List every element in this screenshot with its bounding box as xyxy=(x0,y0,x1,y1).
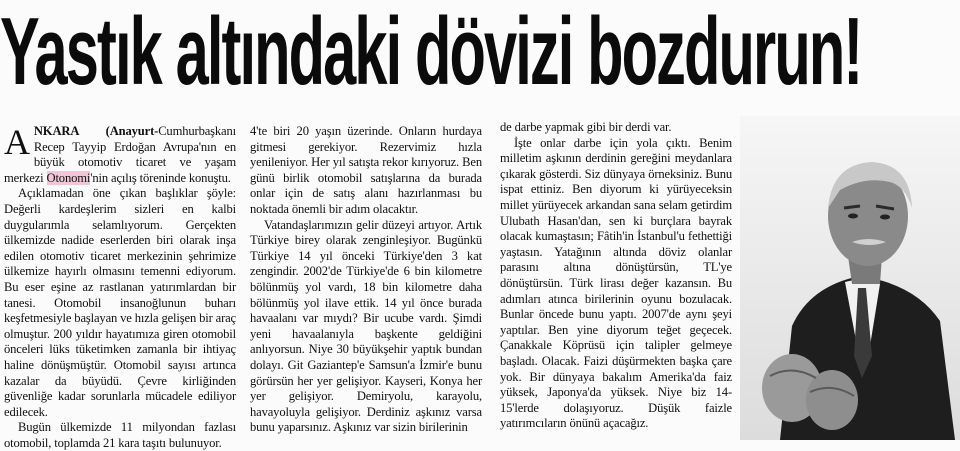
paragraph-text: 'nin açılış töreninde konuştu. xyxy=(90,170,231,185)
article-column-1 xyxy=(4,122,236,450)
headline: Yastık altındaki dövizi bozdurun! xyxy=(0,0,862,105)
paragraph-text: Cumhurbaşkanı Recep Tayyip Erdoğan Avrupa'nın en büyük otomotiv ticaret ve yaşam merkezi xyxy=(4,124,236,185)
paragraph: Açıklamadan öne çıkan başlıklar şöyle: Değerli kardeşlerim sizleri en kalbi duygularımla selamlıyorum. Gerçekten ülkemizde nadide eserlerden biri olarak inşa edilen otomotiv ticaret merkezinin şehrimize ülkemize hayırlı olmasını temenni ediyorum. Bu eser eşine az rastlanan yatırımlardan bir tanesi. Otomobil insanoğlunun buharı keşfetmesiyle başlayan ve hızla gelişen bir araç olmuştur. 200 yıldır hayatımıza giren otomobil önceleri lüks tüketimken zamanla bir ihtiyaç haline dönüşmüştür. Otomobil sayısı artınca kazalar da büyüdü. Çevre kirliğinden güvenliğe kadar sorunlarla mücadele ediliyor edilecek. xyxy=(4,186,236,419)
drop-cap: A xyxy=(4,122,30,162)
paragraph: de darbe yapmak gibi bir derdi var. xyxy=(500,120,672,134)
portrait-photo xyxy=(740,116,960,440)
paragraph: İşte onlar darbe için yola çıktı. Benim milletim aşkının derdinin gereğini meydanlara çıkarak gösterdi. Siz dünyaya örneksiniz. Bunu ispat ettiniz. Ben diyorum ki yürüyeceksin millet yürüyecek arkandan sana selam getirdim Ulubath Hasan'dan, sen ki burçlara bayrak olacak kumaştasın; Fâtih'in İstanbul'u fethettiği yaştasın. Yatağının altında döviz olanlar parasını altına dönüştürsün, TL'ye dönüştürsün. Türk lirası değer kazansın. Bu adımları atınca birilerinin oyunu bozulacak. Bunlar öncede bunu yaptı. 2007'de aynı şeyi yaptılar. Ben yine diyorum teğet geçecek. Çanakkale Köprüsü için talipler gelmeye başladı. Olacak. Faizi düşürmekten başka çare yok. Bir dünyaya bakalım Amerika'da faiz yüksek, Japonya'da yüksek. Niye biz 14-15'lerde dolaşıyoruz. Düşük faizle yatırımcıların önünü açacağız. xyxy=(500,135,732,431)
portrait-illustration xyxy=(740,116,960,440)
paragraph: 4'te biri 20 yaşın üzerinde. Onların hurdaya gitmesi gerekiyor. Rezervimiz hızla yenileniyor. Her yıl satışta rekor kırıyoruz. Ben günü birlik otomobil satışlarına da burada onlar için de satış alanı hazırlanması bu noktada önemli bir adım olacaktır. xyxy=(250,124,482,216)
paragraph: Vatandaşlarımızın gelir düzeyi artıyor. Artık Türkiye birey olarak zenginleşiyor. Bugünkü Türkiye 14 yıl önceki Türkiye'den 3 kat zengindir. 2002'de Türkiye'de 6 bin kilometre bölünmüş yol vardı, 18 bin kilometre daha bölünmüş yol ilave ettik. 14 yıl önce burada havaalanı var mıydı? Bir ucube vardı. Şimdi yeni havaalanıyla başkente geldiğini anlıyorsun. Niye 30 büyükşehir yaptık bundan dolayı. Git Gaziantep'e Samsun'a İzmir'e bunu görürsün her yer gelişiyor. Kayseri, Konya her yer gelişiyor. Demiryolu, karayolu, havayoluyla gelişiyor. Derdiniz aşkınız varsa bunu yaparsınız. Aşkınız var sizin birilerinin xyxy=(250,217,482,435)
article-column-2 xyxy=(250,124,482,440)
article-column-3 xyxy=(500,120,732,436)
dateline: NKARA (Anayurt- xyxy=(33,124,159,138)
paragraph: Bugün ülkemizde 11 milyondan fazlası otomobil, toplamda 21 kara taşıtı bulunuyor. xyxy=(4,420,236,450)
highlighted-word: Otonomi xyxy=(46,170,91,185)
paragraph xyxy=(4,124,236,186)
